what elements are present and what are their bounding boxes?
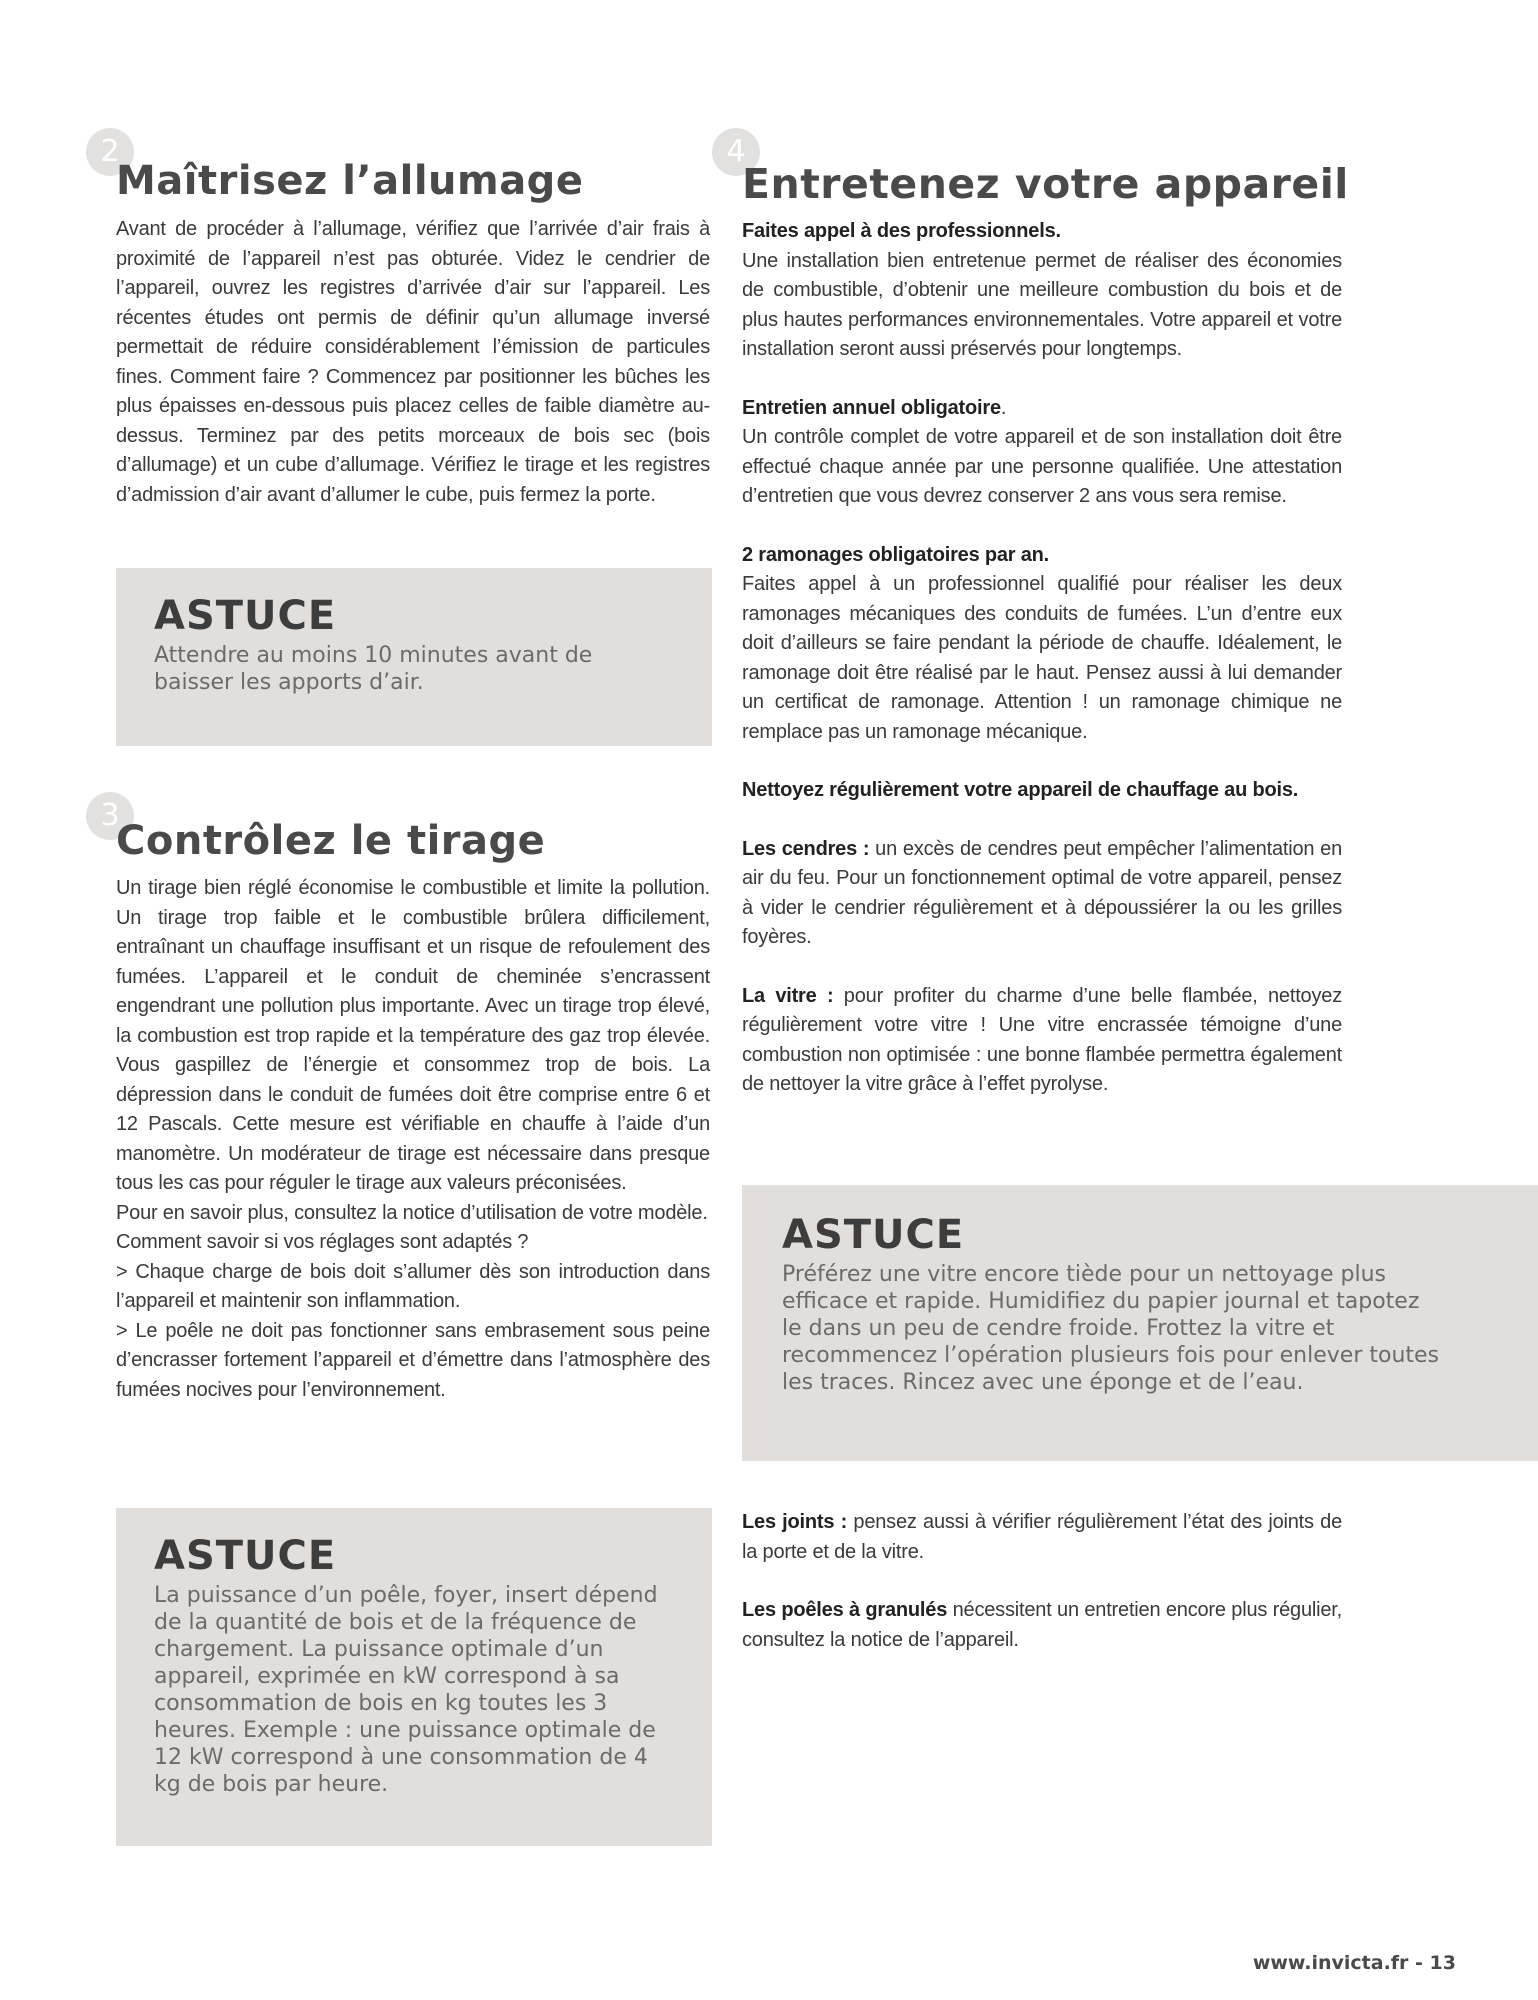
annual-heading: Entretien annuel obligatoire xyxy=(742,396,1001,419)
glass-label: La vitre : xyxy=(742,984,834,1007)
sweep-text: Faites appel à un professionnel qualifié pour réaliser les deux ramonages mécaniques des conduits de fumées. L’un d’entre eux doit d’ailleurs se faire pendant la période de chauffe. Idéalement, le ramonage doit être réalisé par le haut. Pensez aussi à lui demander un certificat de ramonage. Attention ! un ramonage chimique ne remplace pas un ramonage mécanique. xyxy=(742,573,1342,743)
tip-title: ASTUCE xyxy=(154,593,337,639)
seal-label: Les joints : xyxy=(742,1511,848,1533)
tip-box-glass xyxy=(742,1185,1538,1461)
section-3-paragraph-more: Pour en savoir plus, consultez la notice d’utilisation de votre modèle. xyxy=(116,1201,708,1224)
section-3-paragraph-main: Un tirage bien réglé économise le combustible et limite la pollution. Un tirage trop faible et le combustible brûlera difficilement, entraînant un chauffage insuffisant et un risque de refoulement des fumées. L’appareil et le conduit de cheminée s’encrassent engendrant une pollution plus importante. Avec un tirage trop élevé, la combustion est trop rapide et la température des gaz trop élevée. Vous gaspillez de l’énergie et consommez trop de bois. La dépression dans le conduit de fumées doit être comprise entre 6 et 12 Pascals. Cette mesure est vérifiable en chauffe à l’aide d’un manomètre. Un modérateur de tirage est nécessaire dans presque tous les cas pour réguler le tirage aux valeurs préconisées. xyxy=(116,877,710,1194)
section-2-number: 2 xyxy=(86,128,134,176)
tip-title: ASTUCE xyxy=(154,1533,337,1579)
tip-title: ASTUCE xyxy=(782,1212,965,1258)
sweep-heading: 2 ramonages obligatoires par an. xyxy=(742,543,1050,566)
section-3-body xyxy=(116,874,710,1405)
section-2-paragraph: Avant de procéder à l’allumage, vérifiez que l’arrivée d’air frais à proximité de l’appareil n’est pas obturée. Videz le cendrier de l’appareil, ouvrez les registres d’arrivée d’air sur l’appareil. Les récentes études ont permis de définir qu’un allumage inversé permettait de réduire considérablement l’émission de particules fines. Comment faire ? Commencez par positionner les bûches les plus épaisses en-dessous puis placez celles de faible diamètre au-dessus. Terminez par des petits morceaux de bois sec (bois d’allumage) et un cube d’allumage. Vérifiez le tirage et les registres d’admission d’air avant d’allumer le cube, puis fermez la porte. xyxy=(116,218,710,506)
footer-url-page-number: www.invicta.fr - 13 xyxy=(1252,1952,1456,1974)
pro-text: Une installation bien entretenue permet de réaliser des économies de combustible, d’obtenir une meilleure combustion du bois et de plus hautes performances environnementales. Votre appareil et votre installation seront aussi préservés pour longtemps. xyxy=(742,249,1342,360)
seal-text: pensez aussi à vérifier régulièrement l’état des joints de la porte et de la vitre. xyxy=(742,1511,1342,1563)
pellet-label: Les poêles à granulés xyxy=(742,1599,948,1621)
section-3-check-1: > Chaque charge de bois doit s’allumer dès son introduction dans l’appareil et maintenir son inflammation. xyxy=(116,1260,710,1312)
section-4-number: 4 xyxy=(712,128,760,176)
pro-heading: Faites appel à des professionnels. xyxy=(742,220,1061,242)
section-4-title: Entretenez votre appareil xyxy=(742,160,1349,208)
pellet-text: nécessitent un entretien encore plus régulier, consultez la notice de l’appareil. xyxy=(742,1599,1342,1651)
section-2-title: Maîtrisez l’allumage xyxy=(116,158,584,204)
clean-heading: Nettoyez régulièrement votre appareil de chauffage au bois. xyxy=(742,779,1299,801)
tip-text: Attendre au moins 10 minutes avant de baisser les apports d’air. xyxy=(154,643,593,695)
annual-text: Un contrôle complet de votre appareil et de son installation doit être effectué chaque année par une personne qualifiée. Une attestation d’entretien que vous devrez conserver 2 ans vous sera remise. xyxy=(742,426,1342,507)
section-3-title: Contrôlez le tirage xyxy=(116,818,546,864)
glass-text: pour profiter du charme d’une belle flambée, nettoyez régulièrement votre vitre ! Une vitre encrassée témoigne d’une combustion non optimisée : une bonne flambée permettra également de nettoyer la vitre grâce à l’effet pyrolyse. xyxy=(742,984,1342,1095)
section-4-body xyxy=(742,217,1342,1100)
section-3-question: Comment savoir si vos réglages sont adaptés ? xyxy=(116,1231,529,1253)
tip-box-power xyxy=(116,1508,712,1846)
section-2-body xyxy=(116,215,710,510)
section-3-number: 3 xyxy=(86,792,134,840)
tip-text: La puissance d’un poêle, foyer, insert dépend de la quantité de bois et de la fréquence de chargement. La puissance optimale d’un appareil, exprimée en kW correspond à sa consommation de bois en kg toutes les 3 heures. Exemple : une puissance optimale de 12 kW correspond à une consommation de 4 kg de bois par heure. xyxy=(154,1583,658,1797)
section-4-body-end xyxy=(742,1508,1342,1655)
ash-label: Les cendres : xyxy=(742,837,870,860)
section-3-check-2: > Le poêle ne doit pas fonctionner sans embrasement sous peine d’encrasser fortement l’appareil et d’émettre dans l’atmosphère des fumées nocives pour l’environnement. xyxy=(116,1319,710,1401)
ash-text: un excès de cendres peut empêcher l’alimentation en air du feu. Pour un fonctionnement optimal de votre appareil, pensez à vider le cendrier régulièrement et à dépoussiérer la ou les grilles foyères. xyxy=(742,837,1342,948)
tip-text: Préférez une vitre encore tiède pour un nettoyage plus efficace et rapide. Humidifiez du papier journal et tapotez le dans un peu de cendre froide. Frottez la vitre et recommencez l’opération plusieurs fois pour enlever toutes les traces. Rincez avec une éponge et de l’eau. xyxy=(782,1262,1440,1395)
annual-heading-dot: . xyxy=(1000,396,1007,419)
tip-box-lighting xyxy=(116,568,712,746)
